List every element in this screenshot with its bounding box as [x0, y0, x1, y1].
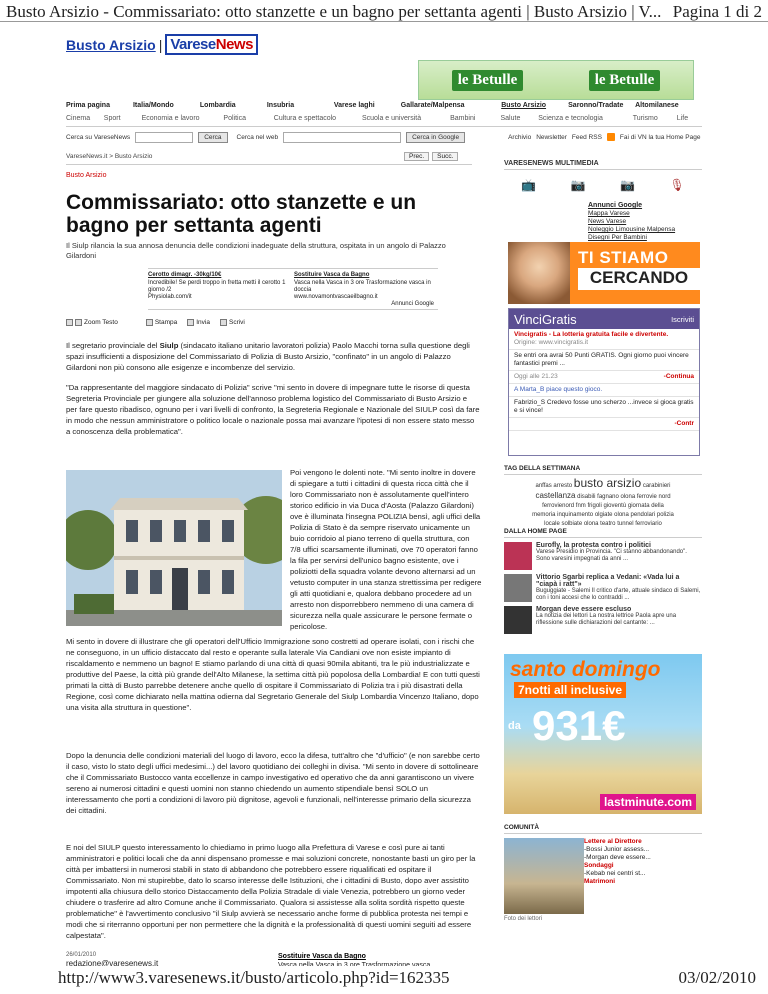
subnav-item[interactable]: Bambini	[450, 115, 476, 122]
subnav-item[interactable]: Politica	[223, 115, 246, 122]
print-page-label: Pagina 1 di 2	[672, 2, 762, 21]
site-search-button[interactable]: Cerca	[198, 132, 227, 143]
web-search-label: Cerca nel web	[236, 133, 279, 141]
multimedia-title: VARESENEWS MULTIMEDIA	[504, 160, 702, 170]
print-footer	[0, 968, 768, 988]
tag[interactable]: fnm	[575, 503, 586, 509]
nav-item[interactable]: Saronno/Tradate	[568, 102, 624, 109]
varesenews-logo[interactable]	[165, 34, 258, 55]
betulle-logo-left: le Betulle	[452, 70, 524, 91]
news-text: La notizia dei lettori La nostra lettrice Paola apre una riflessione sulle dichiarazioni del cantante: ...	[536, 613, 677, 626]
news-title[interactable]: Eurofly, la protesta contro i politici	[536, 542, 651, 549]
section-label[interactable]: Busto Arsizio	[66, 172, 107, 179]
subnav-item[interactable]: Cinema	[66, 115, 91, 122]
zoom-label: Zoom Testo	[84, 319, 118, 327]
print-label: Stampa	[154, 319, 178, 327]
iscriviti-button[interactable]: Iscriviti	[671, 314, 694, 324]
tag[interactable]: inquinamento	[557, 512, 594, 518]
write-button[interactable]	[220, 319, 245, 326]
bottom-ad-text: Vasca nella Vasca in 3 ore Trasformazione vasca	[278, 962, 431, 966]
web-page	[52, 22, 702, 966]
write-label: Scrivi	[228, 319, 245, 327]
tag[interactable]: pendolari	[630, 512, 656, 518]
annunci-title[interactable]: Annunci Google	[588, 202, 643, 209]
bottom-ad[interactable]	[278, 952, 430, 966]
rss-icon[interactable]	[607, 133, 615, 141]
tag[interactable]: ferrovie nord	[636, 494, 671, 500]
tag[interactable]: disabili	[577, 494, 596, 500]
ad-offer: 7notti all inclusive	[514, 682, 626, 698]
vinci-row: Se entri ora avrai 50 Punti GRATIS. Ogni giorno puoi vincere fantastici premi ...	[509, 350, 699, 371]
tag[interactable]: gioventù	[603, 503, 627, 509]
community-sublink[interactable]: -Kebab nei centri st...	[584, 870, 646, 877]
vincigratis-header	[509, 309, 699, 329]
article-paragraph: Poi vengono le dolenti note. "Mi sento inoltre in dovere di spiegare a tutti i cittadini di questa ricca città che il loro Commissariato non è assolutamente quell'intero storico edificio in via Duca d'Aosta (Palazzo Gilardoni) ove è illuminata l'insegna POLIZIA bensì, agli uffici della Polizia di Stato è da sempre riservato unicamente un buio corridoio al piano terreno di quella struttura, con 7/8 uffici scarsamente illuminati, ove 70 operatori fanno la fila per servirsi dell'unico bagno esistente, ove i poliziotti della squadra volante devono alternarsi ad un vetusto computer in una stanza strettissima per redigere gli atti quotidiani e, qualora debbano procedere ad un arresto non disporrebbero nemmeno di una camera di sicurezza nella quale assicurare le persone fermate o pericolose.	[290, 468, 482, 631]
logo-part-b: News	[215, 36, 253, 53]
article-paragraph: Dopo la denuncia delle condizioni materiali del luogo di lavoro, ecco la difesa, tutt'altro che "d'ufficio" (e non sarebbe certo il caso, visto lo stato degli uffici medesimi...) del lavoro quotidiano dei colleghi in divisa. "Mi sento in dovere di sottolineare che il Commissariato Bustocco vanta eccellenze in campo investigativo ed operativo che da anni garantiscono un vivere sereno ai numerosi cittadini e questi uomini non stanno chiedendo un aumento stipendiale bensì SOLO un interessamento che porti a condizioni di lavoro più dignitose, agevoli e funzionali, nell'interesse primario della sicurezza dei cittadini.	[66, 751, 480, 815]
dhp-title: DALLA HOME PAGE	[504, 528, 702, 538]
article-paragraph: "Da rappresentante del maggiore sindacato di Polizia" scrive "mi sento in dovere di impegnare tutte le risorse di questa Segreteria Provinciale per giungere alla soluzione dell'annoso problema logistico del Commissariato di Busto Arsizio e per fare questo ribadisco, ognuno per i vari livelli di confronto, la Segreteria Regionale e Nazionale del SIULP così da fare in modo che nessun amministratore o politico locale o nazionale possa mai avanzare l'ipotesi di non essere stato messo a conoscenza della problematica".	[66, 383, 480, 436]
vinci-headline[interactable]: Vincigratis - La lotteria gratuita facile e divertente.	[514, 331, 669, 338]
santo-domingo-ad[interactable]	[504, 654, 702, 814]
tag[interactable]: busto arsizio	[573, 476, 642, 490]
news-text: Buguggiate - Salemi Il critico d'arte, attuale sindaco di Salemi, con i toni accesi che lo contraddi ...	[536, 588, 701, 601]
main-nav	[66, 102, 702, 114]
nav-item[interactable]: Varese laghi	[333, 102, 375, 109]
logo-separator: |	[158, 36, 163, 53]
tag[interactable]: locale	[544, 521, 560, 527]
ad-title[interactable]: Sostituire Vasca da Bagno	[294, 272, 370, 278]
subnav-item[interactable]: Life	[676, 115, 689, 122]
ad-price: 931€	[532, 702, 626, 749]
news-thumbnail[interactable]	[504, 542, 532, 570]
tag[interactable]: fagnano olona	[597, 494, 636, 500]
print-header	[0, 0, 768, 22]
google-ad-link[interactable]: Mappa Varese	[588, 210, 630, 217]
homepage-link[interactable]: Fai di VN la tua Home Page	[619, 133, 701, 141]
tag[interactable]: castellanza	[535, 491, 576, 500]
send-button[interactable]	[187, 319, 210, 326]
tags-title: TAG DELLA SETTIMANA	[504, 465, 702, 475]
text-run: (sindacato italiano unitario lavoratori polizia) Paolo Macchi torna sulla questione degli spazi insufficienti a disposizione del Commissariato di Polizia di Busto Arsizio, "confinato" in un angolo di Palazzo Gilardoni non più consono alle esigenze e incombenze del servizio.	[66, 341, 470, 372]
sidebar	[504, 160, 702, 922]
tag-cloud-section	[504, 465, 702, 529]
ad-title[interactable]: Cerotto dimagr. -30kg/10€	[148, 272, 222, 278]
print-url: http://www3.varesenews.it/busto/articolo.php?id=162335	[58, 968, 450, 987]
prev-button[interactable]: Prec.	[404, 152, 429, 161]
tag[interactable]: frigoli	[587, 503, 602, 509]
vincigratis-brand[interactable]: VinciGratis	[514, 311, 577, 327]
logo-part-a: Varese	[170, 36, 216, 53]
ad-destination: santo domingo	[510, 658, 661, 681]
vinci-contr-link[interactable]: -Contr	[674, 420, 694, 427]
site-logo[interactable]	[66, 34, 258, 55]
author-email[interactable]: redazione@varesenews.it	[66, 959, 159, 966]
inline-ad-1[interactable]	[148, 272, 288, 309]
article-paragraph: E noi del SIULP questo interessamento lo chiediamo in primo luogo alla Prefettura di Varese e così pure ai tanti amministratori e politici locali che da anni dispensano promesse e mai soluzioni concrete, nonostante basti un giro per la città per imbattersi in numerosi stabili in stato di abbandono che potrebbero essere riqualificati ed ospitare il Commissariato. Non mi stupirebbe, dato lo scarso interesse delle Istituzioni, che i cittadini di Busto, dopo aver assistito impotenti alla chiusura dello storico Distaccamento della Polizia Stradale di viale Venezia, potrebbero un giorno veder chiudere o trasferire ad altro Comune anche il Commissariato. Qualora si assistesse alla solita sordità rispetto queste problematiche" è l'avvertimento conclusivo "il Siulp avvierà se necessario anche forme di pubblica protesta nei tempi e modi che si riterranno opportuni per non permettere che la dignità e la professionalità di questi uomini seguiti ad essere calpestata".	[66, 843, 476, 940]
vinci-row: Fabrizio_S Credevo fosse uno scherzo ...invece si gioca gratis e si vince!	[509, 397, 699, 418]
article-paragraph: Mi sento in dovere di illustrare che gli operatori dell'Ufficio Immigrazione sono costretti ad operare isolati, con i rischi che ne conseguono, in un ufficio distaccato dal resto e operante sulla laterale Via Candiani ove non esiste impianto di riscaldamento e nemmeno un bagno! E stiamo parlando di una città di quasi 90mila abitanti, tra le più industrializzate e produttive del Paese, la città più grande dell'Alto Milanese, la settima città più popolosa della Lombardia! E con tutti questi primati la città di Busto parrebbe detenere anche quello di ospitare il Commissariato di Polizia tra i più disastrati della Regione, così come dichiarato nella mattina odierna dal Segretario Generale del Siulp Lombardia Vincenzo Italiano, dopo una visita alla struttura in questione".	[66, 637, 480, 712]
betulle-logo-right: le Betulle	[589, 70, 661, 91]
news-thumbnail[interactable]	[504, 606, 532, 634]
community-link[interactable]: Matrimoni	[584, 878, 616, 885]
tag[interactable]: teatro	[600, 521, 616, 527]
tag[interactable]: ferrovienord	[542, 503, 575, 509]
print-date: 03/02/2010	[678, 968, 756, 987]
nav-item[interactable]: Lombardia	[199, 102, 236, 109]
reader-photo[interactable]	[504, 838, 584, 914]
ad-face-image	[508, 242, 570, 304]
news-text: Varese Presidio in Provincia. "Ci stanno abbandonando". Sono varesini impegnati da anni ...	[536, 549, 687, 562]
sub-nav	[66, 115, 702, 127]
search-bar	[66, 130, 702, 144]
web-search-input[interactable]	[283, 132, 401, 143]
subnav-item[interactable]: Salute	[500, 115, 521, 122]
vinci-continua-link[interactable]: -Continua	[663, 373, 694, 380]
home-page-news	[504, 528, 702, 634]
zoom-in-icon[interactable]	[66, 319, 73, 326]
tag[interactable]: olgiate olona	[594, 512, 629, 518]
photo-camera-icon[interactable]: 📷	[620, 178, 636, 192]
reader-photo-caption[interactable]: Foto dei lettori	[504, 916, 543, 922]
vinci-time: Oggi alle 21.23	[514, 373, 558, 380]
tag[interactable]: memoria	[532, 512, 556, 518]
text-run: Il segretario provinciale del	[66, 341, 160, 350]
nav-item-active[interactable]: Busto Arsizio	[501, 102, 547, 109]
inline-ads	[148, 268, 438, 310]
google-search-button[interactable]: Cerca in Google	[406, 132, 465, 143]
news-item[interactable]	[504, 606, 702, 634]
pencil-icon	[220, 319, 227, 326]
nav-item[interactable]: Altomilanese	[635, 102, 679, 109]
send-label: Invia	[196, 319, 210, 327]
google-ad-link[interactable]: Noleggio Limousine Malpensa	[588, 226, 676, 233]
community-section	[504, 824, 702, 922]
subnav-item[interactable]: Turismo	[632, 115, 658, 122]
community-link[interactable]: Lettere al Direttore	[584, 838, 642, 845]
ad-url[interactable]: www.novamontvascaeilbagno.it	[294, 294, 378, 300]
envelope-icon	[187, 319, 194, 326]
community-link[interactable]: Sondaggi	[584, 862, 614, 869]
site-search-input[interactable]	[135, 132, 193, 143]
tag[interactable]: tunnel ferroviario	[617, 521, 662, 527]
print-button[interactable]	[146, 319, 177, 326]
rss-link[interactable]: Feed RSS	[571, 133, 602, 141]
tag-cloud	[504, 475, 702, 529]
news-thumbnail[interactable]	[504, 574, 532, 602]
pager	[404, 152, 458, 161]
tv-icon[interactable]: 📺	[521, 178, 537, 192]
news-title[interactable]: Vittorio Sgarbi replica a Vedani: «Vada lui a "ciapà i ratt"»	[536, 574, 680, 588]
podcast-icon[interactable]: 🎙	[669, 178, 685, 192]
tag[interactable]: solbiate olona	[561, 521, 599, 527]
subnav-item[interactable]: Scuola e università	[361, 115, 422, 122]
nav-item[interactable]: Gallarate/Malpensa	[400, 102, 465, 109]
tag[interactable]: polizia	[656, 512, 674, 518]
annunci-google-label[interactable]: Annunci Google	[391, 301, 434, 307]
vinci-row: A Marta_B piace questo gioco.	[509, 384, 699, 397]
palazzo-gilardoni-image	[66, 470, 282, 626]
next-button[interactable]: Succ.	[432, 152, 458, 161]
google-ad-link[interactable]: Disegni Per Bambini	[588, 234, 647, 241]
vincigratis-widget	[508, 308, 700, 456]
site-search-label: Cerca su VareseNews	[66, 133, 131, 141]
news-title[interactable]: Morgan deve essere escluso	[536, 606, 632, 613]
zoom-text[interactable]	[66, 319, 118, 326]
subnav-item[interactable]: Cultura e spettacolo	[273, 115, 337, 122]
article-subtitle: Il Siulp rilancia la sua annosa denuncia delle condizioni inadeguate della struttura, ospitata in un angolo di Palazzo Gilardoni	[66, 241, 446, 260]
nav-item[interactable]: Insubria	[266, 102, 295, 109]
vinci-row[interactable]	[509, 329, 699, 350]
tag[interactable]: anffas	[535, 483, 552, 489]
siulp-bold: Siulp	[159, 341, 179, 350]
ad-from: da	[508, 720, 521, 732]
nav-item[interactable]: Prima pagina	[66, 102, 110, 109]
vinci-row	[509, 418, 699, 431]
tag[interactable]: arresto	[553, 483, 573, 489]
article-photo	[66, 470, 282, 626]
city-link[interactable]: Busto Arsizio	[66, 36, 156, 53]
vinci-row	[509, 371, 699, 384]
zoom-out-icon[interactable]	[75, 319, 82, 326]
ad-url[interactable]: Physiolab.com/it	[148, 294, 192, 300]
google-ad-link[interactable]: News Varese	[588, 218, 627, 225]
breadcrumb[interactable]: VareseNews.it > Busto Arsizio	[66, 153, 472, 165]
community-sublink[interactable]: -Morgan deve essere...	[584, 854, 651, 861]
news-item[interactable]	[504, 542, 702, 570]
ad-line-2: CERCANDO	[578, 268, 700, 290]
betulle-banner[interactable]	[418, 60, 694, 100]
vinci-origin: Origine: www.vincigratis.it	[514, 339, 589, 346]
tag[interactable]: carabinieri	[642, 483, 671, 489]
article-paragraph	[66, 340, 480, 373]
tag[interactable]: giornata della	[627, 503, 664, 509]
article-title: Commissariato: otto stanzette e un bagno per settanta agenti	[66, 191, 417, 237]
camera-icon[interactable]: 📷	[570, 178, 586, 192]
print-title: Busto Arsizio - Commissariato: otto stanzette e un bagno per settanta agenti | Busto Arsizio | V...	[6, 2, 662, 21]
printer-icon	[146, 319, 153, 326]
news-item[interactable]	[504, 574, 702, 602]
community-links	[584, 838, 702, 886]
ad-text: Vasca nella Vasca in 3 ore Trasformazione vasca in doccia	[294, 280, 431, 293]
ti-stiamo-cercando-ad[interactable]	[508, 242, 700, 304]
subnav-item[interactable]: Economia e lavoro	[141, 115, 200, 122]
community-sublink[interactable]: -Bossi Junior assess...	[584, 846, 650, 853]
article-toolbar	[66, 319, 245, 326]
subnav-item[interactable]: Scienza e tecnologia	[538, 115, 603, 122]
multimedia-icons	[504, 174, 702, 196]
community-title: COMUNITÀ	[504, 824, 702, 834]
ad-text: Incredibile! Se perdi troppo in fretta metti il cerotto 1 giorno /2	[148, 280, 286, 293]
bottom-ad-title[interactable]: Sostituire Vasca da Bagno	[278, 953, 366, 960]
ad-brand: lastminute.com	[600, 794, 696, 810]
newsletter-link[interactable]: Newsletter	[536, 133, 567, 141]
subnav-item[interactable]: Sport	[103, 115, 121, 122]
ad-line-1: TI STIAMO	[578, 248, 669, 267]
article-date: 26/01/2010	[66, 952, 97, 958]
nav-item[interactable]: Italia/Mondo	[132, 102, 174, 109]
archive-link[interactable]: Archivio	[508, 133, 532, 141]
